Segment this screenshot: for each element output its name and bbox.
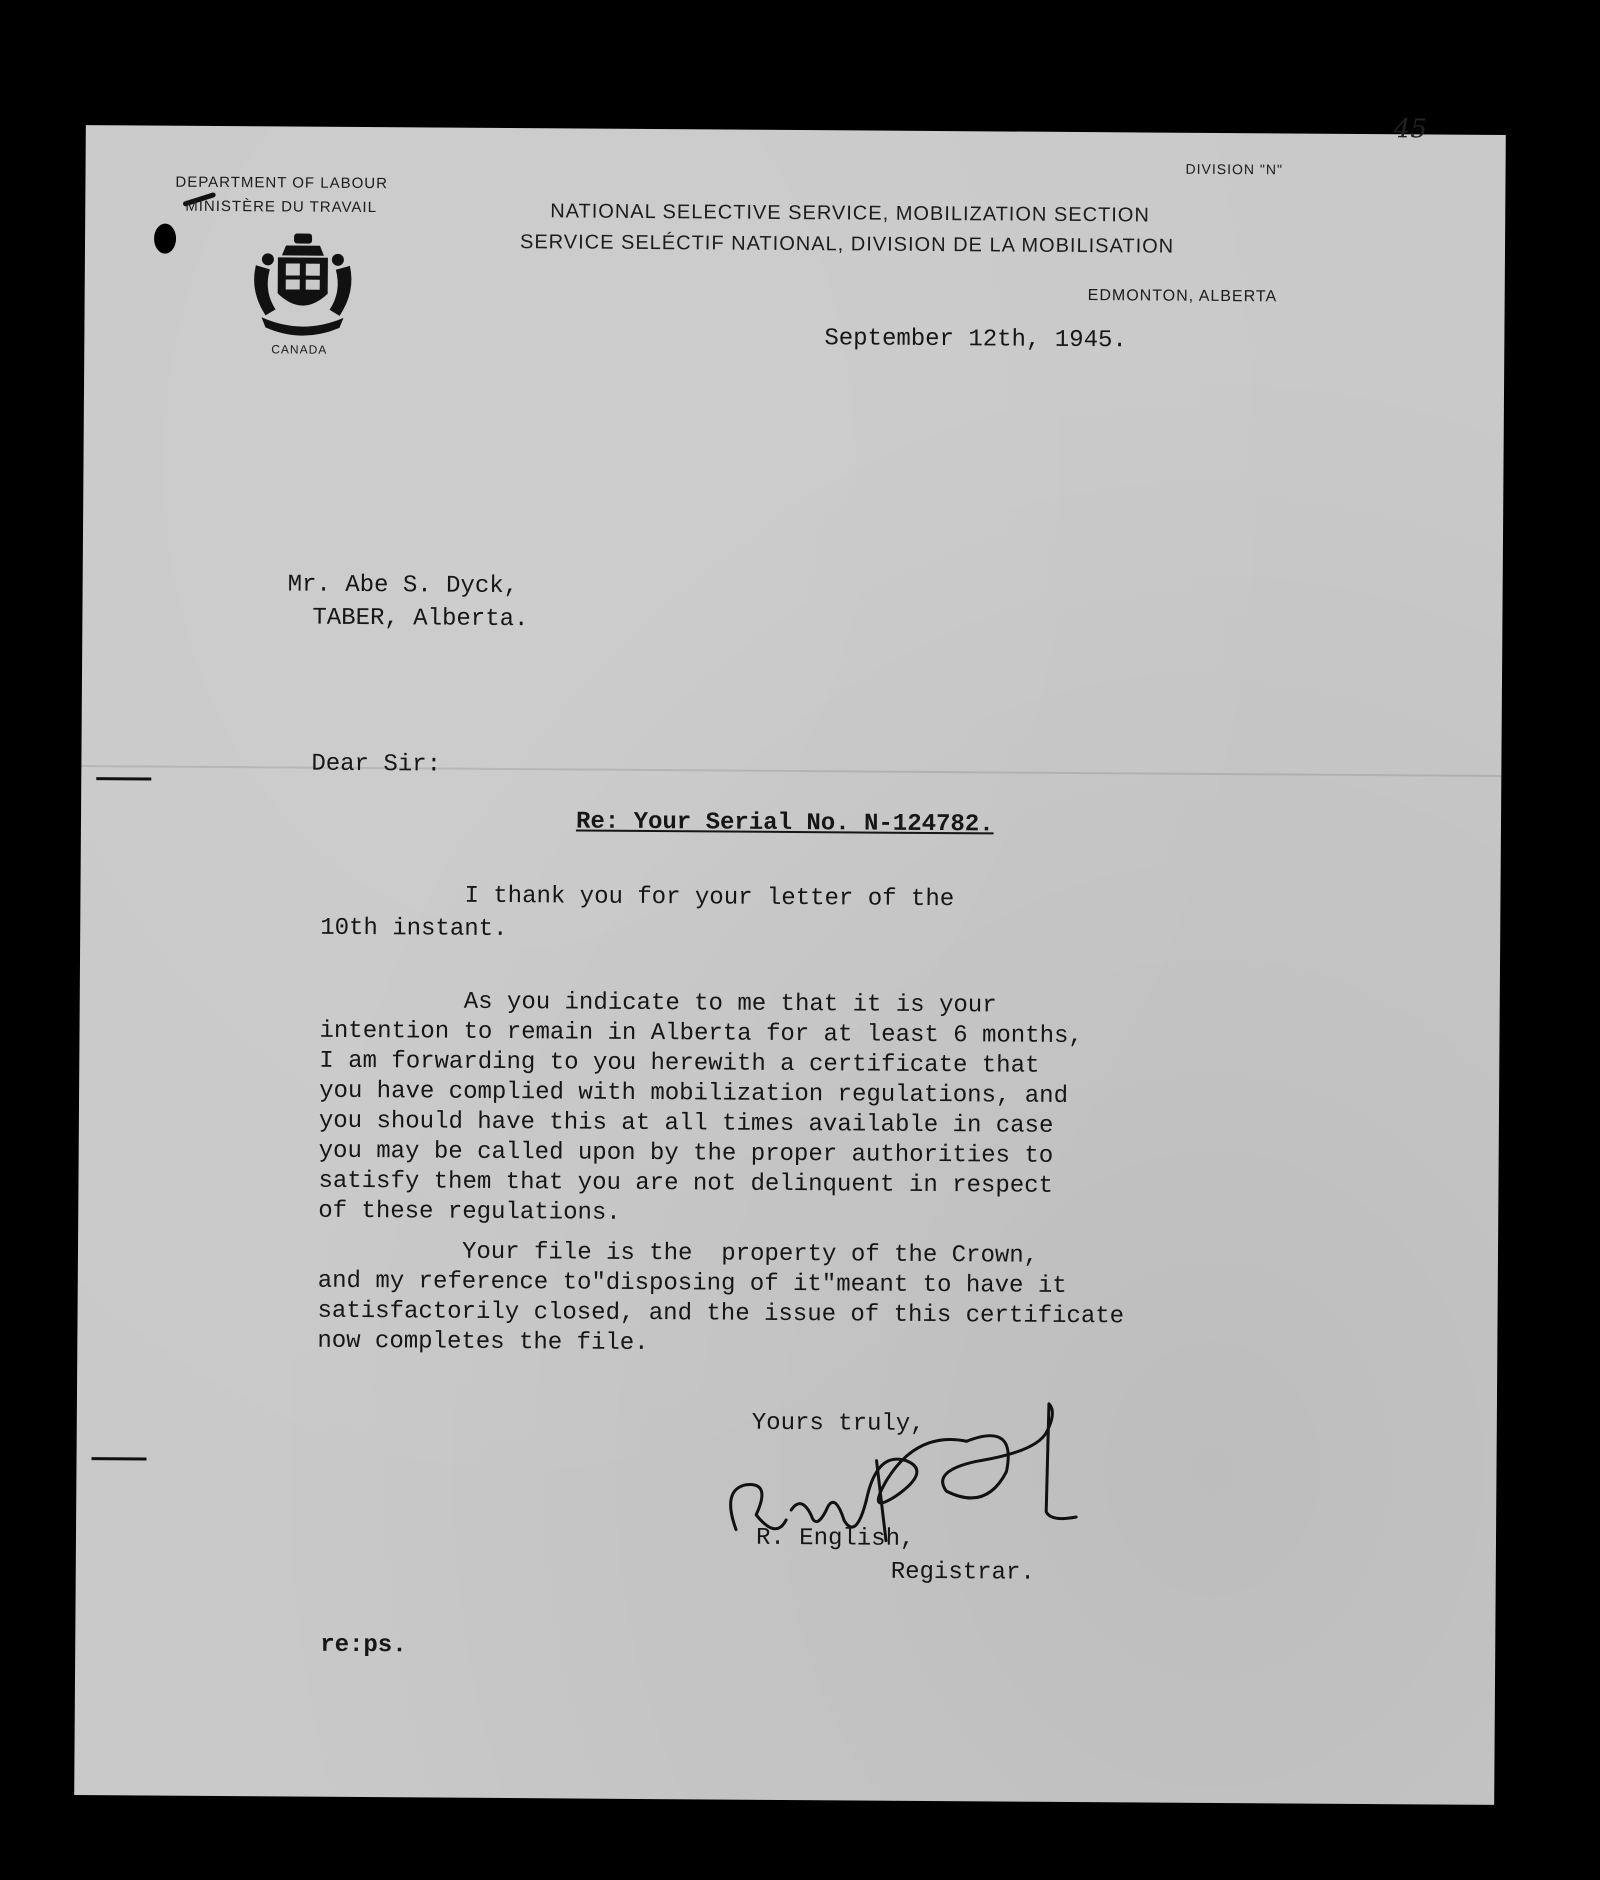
paragraph-3: Your file is the property of the Crown, and my reference to"disposing of it"meant to have it satisfactorily closed, and the issue of this certificate now completes the file.: [317, 1237, 1125, 1358]
margin-mark-top: [96, 777, 151, 780]
city-label: EDMONTON, ALBERTA: [1087, 287, 1278, 306]
paragraph-2: As you indicate to me that it is your intention to remain in Alberta for at least 6 months, I am forwarding to you herewith a certificate that you have complied with mobilization regulations, and you should have this at all times available in case you may be called upon by the proper authorities to satisfy them that you are not delinquent in respect of these regulations.: [318, 987, 1083, 1227]
recipient-name: Mr. Abe S. Dyck,: [287, 571, 519, 601]
department-french: MINISTÈRE DU TRAVAIL: [185, 197, 378, 217]
letter-page: [74, 114, 1506, 1805]
fold-line: [81, 765, 1501, 777]
typist-initials: re:ps.: [320, 1631, 407, 1660]
signer-title: Registrar.: [890, 1558, 1035, 1587]
margin-mark-bottom: [92, 1457, 147, 1460]
section-english: NATIONAL SELECTIVE SERVICE, MOBILIZATION SECTION: [550, 200, 1150, 227]
paragraph-1: I thank you for your letter of the 10th instant.: [320, 881, 955, 944]
salutation: Dear Sir:: [311, 750, 442, 779]
crest-caption: CANADA: [271, 342, 328, 357]
division-label: DIVISION "N": [1185, 160, 1284, 178]
page-number-mark: 45: [1393, 114, 1428, 145]
closing: Yours truly,: [751, 1409, 925, 1438]
signer-name: R. English,: [755, 1524, 915, 1553]
letter-date: September 12th, 1945.: [824, 325, 1127, 355]
department-english: DEPARTMENT OF LABOUR: [175, 173, 389, 193]
reference-line: Re: Your Serial No. N-124782.: [575, 808, 994, 839]
ink-blot: [154, 224, 176, 254]
recipient-place: TABER, Alberta.: [312, 604, 529, 634]
section-french: SERVICE SELÉCTIF NATIONAL, DIVISION DE LA MOBILISATION: [519, 231, 1175, 258]
canada-crest-icon: [247, 231, 358, 344]
